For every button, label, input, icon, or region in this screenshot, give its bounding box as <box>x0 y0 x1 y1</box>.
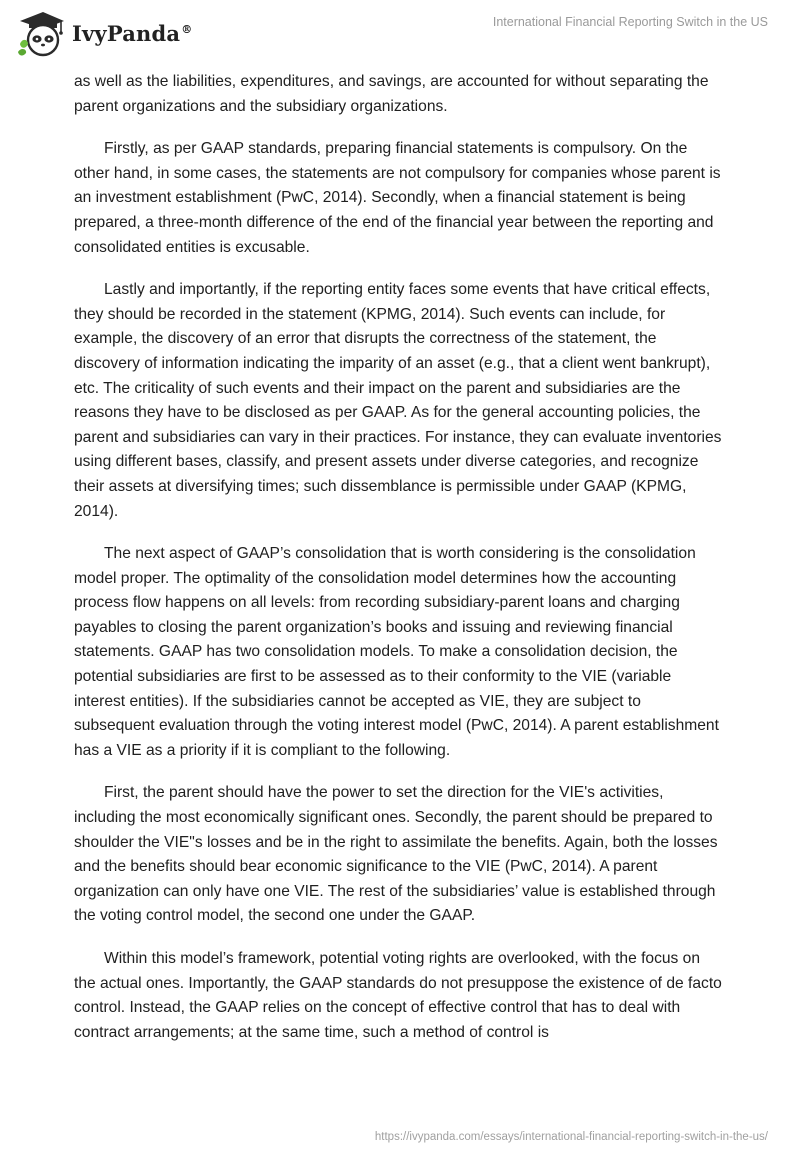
essay-body <box>74 70 724 1063</box>
paragraph: The next aspect of GAAP’s consolidation that is worth considering is the consolidation model proper. The optimality of the consolidation model determines how the accounting process flow happens on all levels: from recording subsidiary-parent loans and charging payables to closing the parent organization’s books and issuing and reviewing financial statements. GAAP has two consolidation models. To make a consolidation decision, the potential subsidiaries are first to be assessed as to their conformity to the VIE (variable interest entities). If the subsidiaries cannot be accepted as VIE, they are subject to subsequent evaluation through the voting interest model (PwC, 2014). A parent establishment has a VIE as a priority if it is compliant to the following. <box>74 545 719 759</box>
paragraph: as well as the liabilities, expenditures, and savings, are accounted for without separating the parent organizations and the subsidiary organizations. <box>74 73 709 115</box>
paragraph: Lastly and importantly, if the reporting entity faces some events that have critical effects, they should be recorded in the statement (KPMG, 2014). Such events can include, for example, the discovery of an error that disrupts the correctness of the statement, the discovery of information indicating the imparity of an asset (e.g., that a client went bankrupt), etc. The criticality of such events and their impact on the parent and subsidiaries are the reasons they have to be disclosed as per GAAP. As for the general accounting policies, the parent and subsidiaries can vary in their practices. For instance, they can evaluate inventories using different bases, classify, and present assets under diverse categories, and recognize their assets at diversifying times; such dissemblance is permissible under GAAP (KPMG, 2014). <box>74 281 722 520</box>
ivypanda-logo[interactable] <box>16 8 192 58</box>
brand-name: IvyPanda® <box>72 20 193 46</box>
paragraph: Within this model’s framework, potential voting rights are overlooked, with the focus on the actual ones. Importantly, the GAAP standards do not presuppose the existence of de facto control. Instead, the GAAP relies on the concept of effective control that has to deal with contract arrangements; at the same time, such a method of control is <box>74 950 722 1041</box>
paragraph: First, the parent should have the power to set the direction for the VIE's activities, including the most economically significant ones. Secondly, the parent should be prepared to shoulder the VIE"s losses and be in the right to assimilate the benefits. Again, both the losses and the benefits should bear economic significance to the VIE (PwC, 2014). A parent organization can only have one VIE. The rest of the subsidiaries’ value is established through the voting control model, the second one under the GAAP. <box>74 784 718 925</box>
page-header <box>0 0 800 68</box>
document-title: International Financial Reporting Switch in the US <box>492 15 768 29</box>
panda-graduation-cap-icon <box>16 8 66 58</box>
registered-mark: ® <box>181 22 193 36</box>
paragraph: Firstly, as per GAAP standards, preparing financial statements is compulsory. On the other hand, in some cases, the statements are not compulsory for companies whose parent is an investment establishment (PwC, 2014). Secondly, when a financial statement is being prepared, a three-month difference of the end of the financial year between the reporting and consolidated entities is excusable. <box>74 140 721 256</box>
source-url-link[interactable]: https://ivypanda.com/essays/international-financial-reporting-switch-in-the-us/ <box>374 1131 768 1143</box>
